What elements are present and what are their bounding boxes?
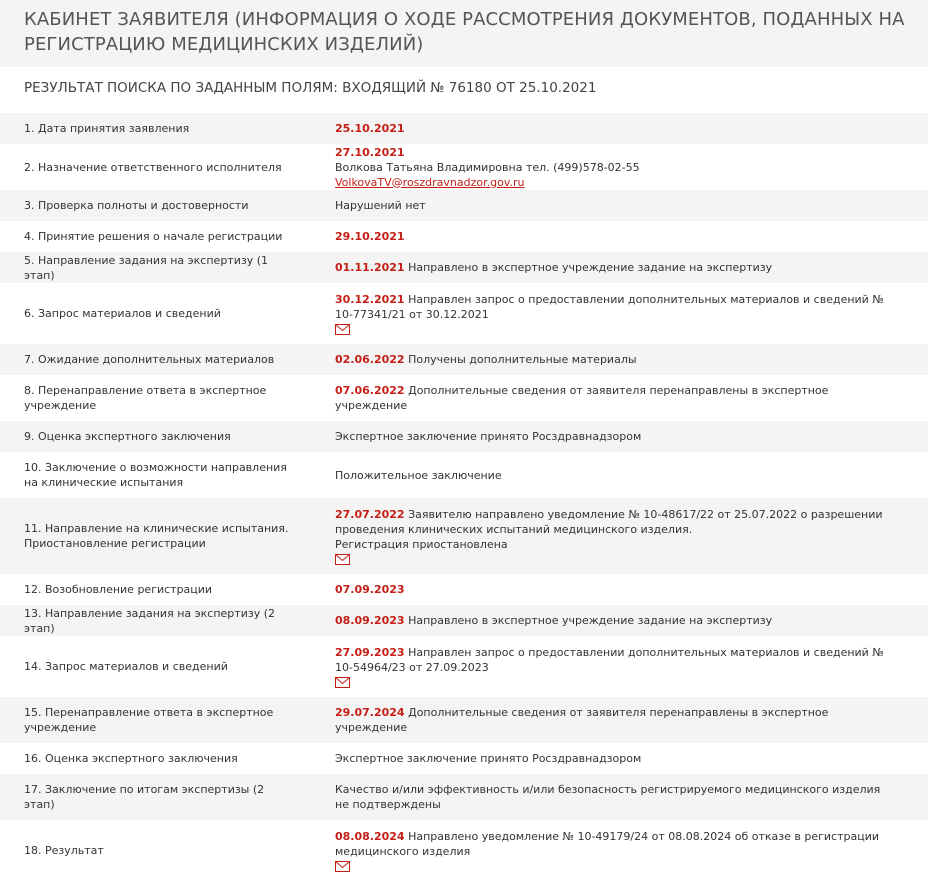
- stage-name: 4. Принятие решения о начале регистрации: [24, 230, 283, 243]
- stage-info-line: [335, 198, 888, 213]
- mail-icon[interactable]: [335, 677, 350, 688]
- stage-info: [311, 820, 928, 881]
- stage-info: [311, 498, 928, 574]
- stage-info: [311, 113, 928, 144]
- stage-info: [311, 636, 928, 697]
- stage-info: [311, 697, 928, 743]
- executor-email-link[interactable]: VolkovaTV@roszdravnadzor.gov.ru: [335, 175, 525, 189]
- stage-info: [311, 774, 928, 820]
- table-row: [0, 452, 928, 498]
- stage-date: 30.12.2021: [335, 293, 405, 306]
- stage-info: [311, 452, 928, 498]
- stage-date: 27.07.2022: [335, 508, 405, 521]
- stage-info-line: [335, 829, 888, 859]
- table-row: [0, 190, 928, 221]
- stage-status-text: Получены дополнительные материалы: [408, 353, 637, 366]
- status-table: [0, 113, 928, 881]
- stage-name: 9. Оценка экспертного заключения: [24, 430, 231, 443]
- stage-info-line: [335, 229, 888, 244]
- stage-date: 07.09.2023: [335, 583, 405, 596]
- stage-info-line: [335, 751, 888, 766]
- stage-info-line: [335, 145, 888, 160]
- stage-detail-line: Регистрация приостановлена: [335, 538, 508, 551]
- stage-info-line: [335, 582, 888, 597]
- table-row: [0, 144, 928, 190]
- stage-name: 6. Запрос материалов и сведений: [24, 307, 221, 320]
- stage-name: 1. Дата принятия заявления: [24, 122, 190, 135]
- stage-status-text: Экспертное заключение принято Росздравнадзором: [335, 430, 642, 443]
- table-row: [0, 344, 928, 375]
- stage-status-text: Заявителю направлено уведомление № 10-48617/22 от 25.07.2022 о разрешении проведения клинических испытаний медицинского изделия.: [335, 508, 883, 536]
- stage-date: 29.10.2021: [335, 230, 405, 243]
- table-row: [0, 605, 928, 636]
- table-row: [0, 221, 928, 252]
- stage-date: 08.08.2024: [335, 830, 405, 843]
- page-title: КАБИНЕТ ЗАЯВИТЕЛЯ (ИНФОРМАЦИЯ О ХОДЕ РАССМОТРЕНИЯ ДОКУМЕНТОВ, ПОДАННЫХ НА РЕГИСТРАЦИЮ МЕДИЦИНСКИХ ИЗДЕЛИЙ): [24, 9, 905, 55]
- stage-info: [311, 421, 928, 452]
- stage-info-line: [335, 705, 888, 735]
- stage-name: 12. Возобновление регистрации: [24, 583, 213, 596]
- stage-info-line: [335, 645, 888, 675]
- stage-status-text: Качество и/или эффективность и/или безопасность регистрируемого медицинского изделия не подтверждены: [335, 783, 881, 811]
- mail-icon[interactable]: [335, 324, 350, 335]
- stage-name: 16. Оценка экспертного заключения: [24, 752, 238, 765]
- stage-info: [311, 252, 928, 283]
- stage-info: [311, 144, 928, 190]
- stage-info-line: [335, 383, 888, 413]
- stage-date: 27.09.2023: [335, 646, 405, 659]
- stage-name: 18. Результат: [24, 844, 104, 857]
- table-row: [0, 421, 928, 452]
- stage-status-text: Дополнительные сведения от заявителя перенаправлены в экспертное учреждение: [335, 384, 829, 412]
- stage-info-line: [335, 468, 888, 483]
- table-row: [0, 697, 928, 743]
- status-table-body: [0, 113, 928, 881]
- stage-date: 29.07.2024: [335, 706, 405, 719]
- stage-name: 3. Проверка полноты и достоверности: [24, 199, 249, 212]
- stage-name: 17. Заключение по итогам экспертизы (2 этап): [24, 783, 265, 811]
- table-row: [0, 820, 928, 881]
- stage-name: 2. Назначение ответственного исполнителя: [24, 160, 282, 174]
- stage-detail-line: Волкова Татьяна Владимировна тел. (499)578-02-55: [335, 160, 640, 174]
- stage-name: 15. Перенаправление ответа в экспертное учреждение: [24, 706, 274, 734]
- stage-status-text: Положительное заключение: [335, 468, 502, 482]
- table-row: [0, 498, 928, 574]
- stage-info-line: [335, 260, 888, 275]
- stage-status-text: Направлен запрос о предоставлении дополнительных материалов и сведений № 10-54964/23 от 27.09.2023: [335, 646, 884, 674]
- table-row: [0, 252, 928, 283]
- stage-date: 25.10.2021: [335, 122, 405, 135]
- stage-status-text: Направлено в экспертное учреждение задание на экспертизу: [408, 261, 773, 274]
- stage-name: 13. Направление задания на экспертизу (2 этап): [24, 606, 275, 635]
- stage-info: [311, 375, 928, 421]
- stage-info-line: [335, 507, 888, 537]
- stage-info: [311, 605, 928, 636]
- stage-info: [311, 283, 928, 344]
- stage-info-line: [335, 352, 888, 367]
- stage-info-line: [335, 429, 888, 444]
- stage-status-text: Экспертное заключение принято Росздравнадзором: [335, 752, 642, 765]
- stage-info: [311, 574, 928, 605]
- stage-name: 8. Перенаправление ответа в экспертное учреждение: [24, 384, 267, 412]
- table-row: [0, 774, 928, 820]
- stage-status-text: Направлено уведомление № 10-49179/24 от 08.08.2024 об отказе в регистрации медицинского изделия: [335, 830, 879, 858]
- stage-info-line: [335, 613, 888, 628]
- stage-name: 11. Направление на клинические испытания. Приостановление регистрации: [24, 522, 289, 550]
- stage-date: 27.10.2021: [335, 145, 405, 159]
- stage-name: 10. Заключение о возможности направления на клинические испытания: [24, 461, 287, 489]
- stage-info-line: [335, 292, 888, 322]
- page-header: [0, 0, 928, 67]
- stage-info: [311, 344, 928, 375]
- stage-status-text: Направлено в экспертное учреждение задание на экспертизу: [408, 614, 773, 627]
- table-row: [0, 283, 928, 344]
- table-row: [0, 636, 928, 697]
- stage-date: 07.06.2022: [335, 384, 405, 397]
- stage-status-text: Направлен запрос о предоставлении дополнительных материалов и сведений № 10-77341/21 от 30.12.2021: [335, 293, 884, 321]
- search-result-caption: РЕЗУЛЬТАТ ПОИСКА ПО ЗАДАННЫМ ПОЛЯМ: ВХОДЯЩИЙ № 76180 ОТ 25.10.2021: [24, 80, 597, 96]
- table-row: [0, 743, 928, 774]
- table-row: [0, 113, 928, 144]
- table-row: [0, 375, 928, 421]
- stage-info: [311, 190, 928, 221]
- stage-date: 02.06.2022: [335, 353, 405, 366]
- stage-status-text: Дополнительные сведения от заявителя перенаправлены в экспертное учреждение: [335, 706, 829, 734]
- table-row: [0, 574, 928, 605]
- stage-info-line: [335, 121, 888, 136]
- mail-icon[interactable]: [335, 554, 350, 565]
- stage-info: [311, 743, 928, 774]
- stage-date: 01.11.2021: [335, 261, 405, 274]
- stage-name: 7. Ожидание дополнительных материалов: [24, 353, 275, 366]
- stage-name: 14. Запрос материалов и сведений: [24, 660, 228, 673]
- stage-date: 08.09.2023: [335, 614, 405, 627]
- stage-name: 5. Направление задания на экспертизу (1 этап): [24, 253, 268, 282]
- stage-status-text: Нарушений нет: [335, 199, 426, 212]
- stage-info-line: [335, 782, 888, 812]
- stage-info: [311, 221, 928, 252]
- mail-icon[interactable]: [335, 861, 350, 872]
